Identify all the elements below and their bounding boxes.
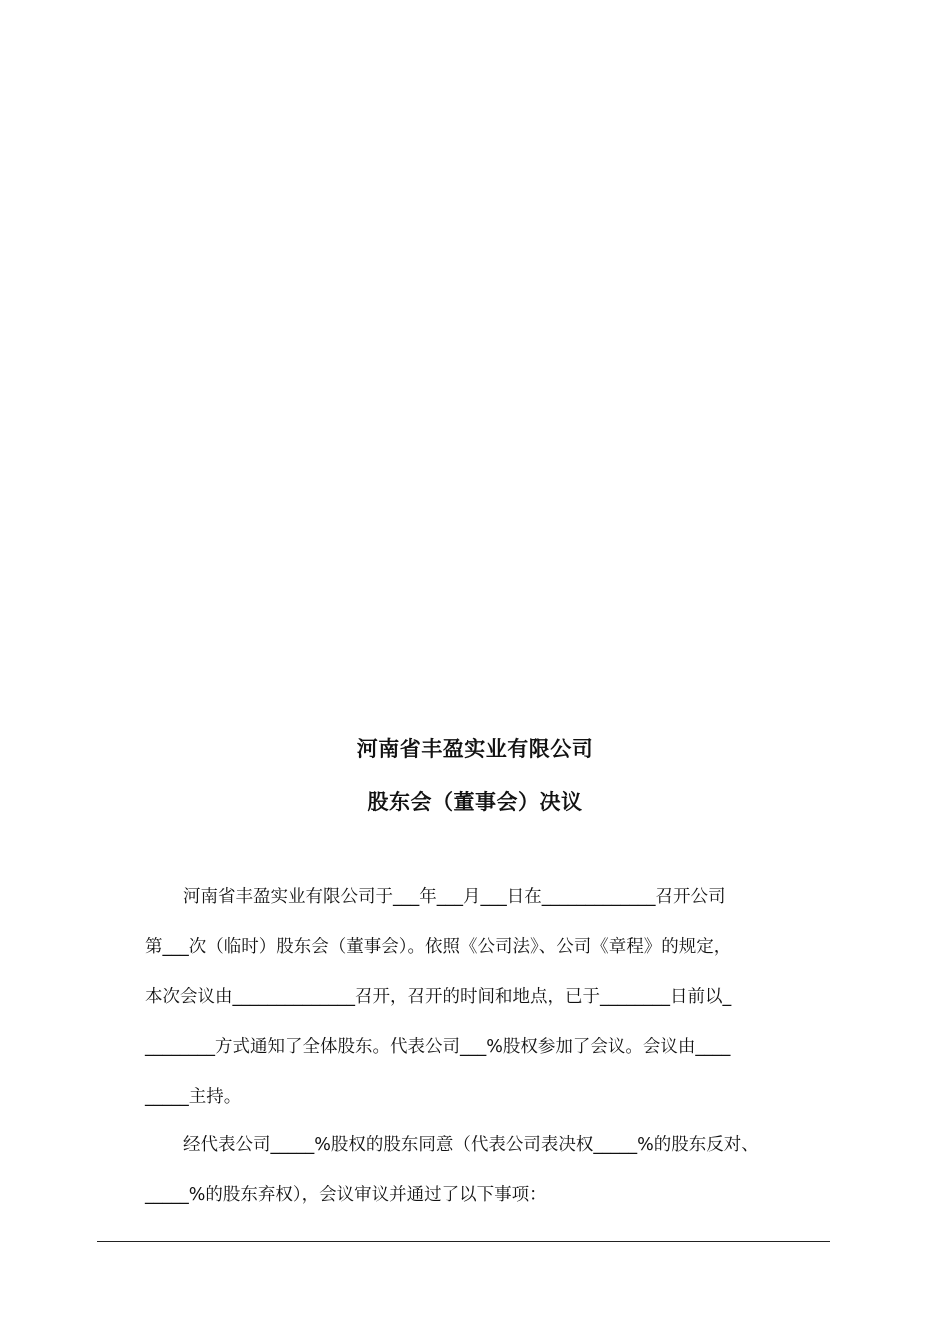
paragraph-line-3: 本次会议由______________召开，召开的时间和地点，已于________日前以_: [145, 987, 732, 1007]
footer-divider: [97, 1241, 830, 1242]
paragraph-line-4: ________方式通知了全体股东。代表公司___%股权参加了会议。会议由____: [145, 1037, 731, 1057]
paragraph-line-6: 经代表公司_____%股权的股东同意（代表公司表决权_____%的股东反对、: [183, 1135, 759, 1155]
paragraph-line-5: _____主持。: [145, 1087, 242, 1107]
paragraph-line-1: 河南省丰盈实业有限公司于___年___月___日在_____________召开公司: [183, 887, 726, 907]
document-title-company: 河南省丰盈实业有限公司: [356, 737, 594, 761]
document-title-resolution: 股东会（董事会）决议: [367, 790, 583, 814]
paragraph-line-7: _____%的股东弃权），会议审议并通过了以下事项：: [145, 1185, 547, 1205]
paragraph-line-2: 第___次（临时）股东会（董事会）。依照《公司法》、公司《章程》的规定，: [145, 937, 732, 957]
